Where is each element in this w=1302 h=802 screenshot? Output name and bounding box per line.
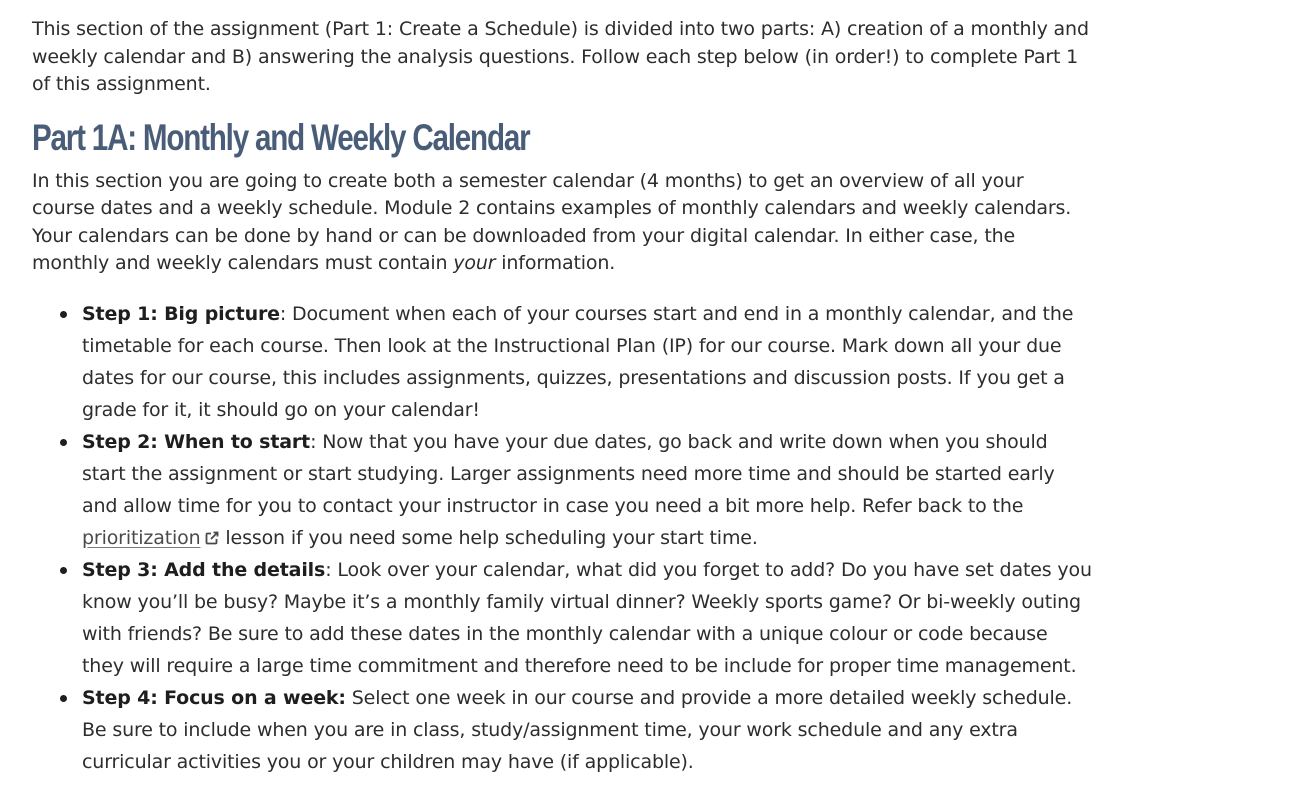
external-link-icon xyxy=(204,530,220,546)
step-1-label: Step 1: Big picture xyxy=(82,302,280,325)
step-4-label: Step 4: Focus on a week: xyxy=(82,686,346,709)
prioritization-link-label: prioritization xyxy=(82,526,201,549)
part-1a-paragraph-text: In this section you are going to create both a semester calendar (4 months) to get an overview of all your course dates and a weekly schedule. Module 2 contains examples of monthly calendars and weekly calendars. Your calendars can be done by hand or can be downloaded from your digital calendar. In either case, the monthly and weekly calendars must contain xyxy=(32,169,1072,274)
bullet xyxy=(60,695,67,702)
part-1a-paragraph-end: information. xyxy=(495,252,616,274)
bullet xyxy=(60,439,67,446)
step-item-2 xyxy=(82,426,1092,554)
assignment-content xyxy=(32,16,1092,778)
step-1-text: : Document when each of your courses start and end in a monthly calendar, and the timetable for each course. Then look at the Instructional Plan (IP) for our course. Mark down all your due dates for our course, this includes assignments, quizzes, presentations and discussion posts. If you get a grade for it, it should go on your calendar! xyxy=(82,302,1074,421)
bullet xyxy=(60,567,67,574)
part-1a-heading: Part 1A: Monthly and Weekly Calendar xyxy=(32,116,530,158)
intro-paragraph: This section of the assignment (Part 1: Create a Schedule) is divided into two parts: A) creation of a monthly and weekly calendar and B) answering the analysis questions. Follow each step below (in order!) to complete Part 1 of this assignment. xyxy=(32,18,1089,95)
step-2-text: : Now that you have your due dates, go back and write down when you should start the assignment or start studying. Larger assignments need more time and should be started early and allow time for you to contact your instructor in case you need a bit more help. Refer back to the xyxy=(82,430,1055,517)
step-2-text-end: lesson if you need some help scheduling your start time. xyxy=(219,526,758,549)
part-1a-paragraph xyxy=(32,168,1092,278)
step-item-1 xyxy=(82,298,1092,426)
prioritization-link[interactable] xyxy=(82,527,220,549)
bullet xyxy=(60,311,67,318)
step-2-label: Step 2: When to start xyxy=(82,430,311,453)
step-item-4 xyxy=(82,682,1092,778)
step-item-3 xyxy=(82,554,1092,682)
step-3-text: : Look over your calendar, what did you forget to add? Do you have set dates you know you’ll be busy? Maybe it’s a monthly family virtual dinner? Weekly sports game? Or bi-weekly outing with friends? Be sure to add these dates in the monthly calendar with a unique colour or code because they will require a large time commitment and therefore need to be include for proper time management. xyxy=(82,558,1092,677)
step-3-label: Step 3: Add the details xyxy=(82,558,326,581)
steps-list xyxy=(32,298,1092,778)
step-4-text: Select one week in our course and provide a more detailed weekly schedule. Be sure to include when you are in class, study/assignment time, your work schedule and any extra curricular activities you or your children may have (if applicable). xyxy=(82,686,1073,773)
part-1a-emphasis: your xyxy=(453,252,496,274)
